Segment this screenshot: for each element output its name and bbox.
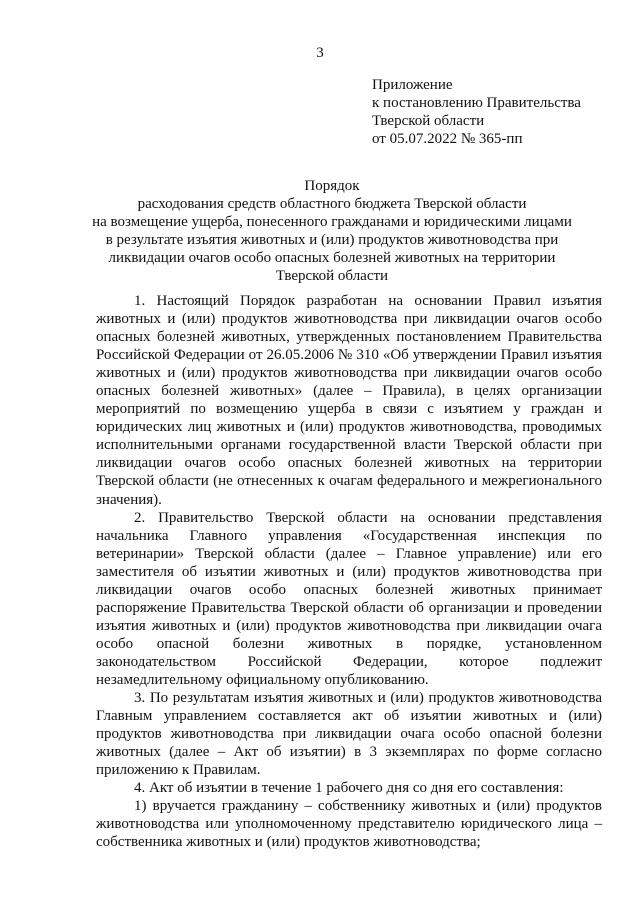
appendix-line: Тверской области [372, 113, 485, 129]
title-line: ликвидации очагов особо опасных болезней животных на территории [108, 250, 556, 266]
title-line: Порядок [304, 178, 360, 194]
page-number: 3 [316, 45, 324, 61]
appendix-line: от 05.07.2022 № 365-пп [372, 131, 523, 147]
title-line: в результате изъятия животных и (или) продуктов животноводства при [105, 232, 559, 248]
title-line: на возмещение ущерба, понесенного гражданами и юридическими лицами [92, 214, 572, 230]
paragraph-2: 2. Правительство Тверской области на основании представления начальника Главного управления «Государственная инспекция по ветеринарии» Тверской области (далее – Главное управление) или его заместителя об изъятии животных и (или) продуктов животноводства при ликвидации очагов особо опасных болезней животных принимает распоряжение Правительства Тверской области об организации и проведении изъятия животных и (или) продуктов животноводства при ликвидации очага особо опасной болезни животных в порядке, установленном законодательством Российской Федерации, которое подлежит незамедлительному официальному опубликованию. [96, 509, 602, 688]
paragraph-3: 3. По результатам изъятия животных и (или) продуктов животноводства Главным управлением составляется акт об изъятии животных и (или) продуктов животноводства при ликвидации очага особо опасной болезни животных (далее – Акт об изъятии) в 3 экземплярах по форме согласно приложению к Правилам. [96, 690, 602, 779]
paragraph-1: 1. Настоящий Порядок разработан на основании Правил изъятия животных и (или) продуктов животноводства при ликвидации очагов особо опасных болезней животных, утвержденных постановлением Правительства Российской Федерации от 26.05.2006 № 310 «Об утверждении Правил изъятия животных и (или) продуктов животноводства при ликвидации очагов особо опасных болезней животных» (далее – Правила), в целях организации мероприятий по возмещению ущерба в связи с изъятием у граждан и юридических лиц животных и (или) продуктов животноводства, проводимых исполнительными органами государственной власти Тверской области при ликвидации очагов особо опасных болезней животных на территории Тверской области (не отнесенных к очагам федерального и межрегионального значения). [96, 293, 602, 508]
appendix-block [372, 76, 581, 148]
paragraph-4: 4. Акт об изъятии в течение 1 рабочего дня со дня его составления: [134, 780, 564, 797]
title-line: Тверской области [275, 268, 389, 284]
document-title [70, 177, 594, 285]
appendix-line: к постановлению Правительства [372, 95, 581, 111]
document-body [96, 292, 602, 851]
paragraph-4-item-1: 1) вручается гражданину – собственнику животных и (или) продуктов животноводства или уполномоченному представителю юридического лица – собственника животных и (или) продуктов животноводства; [96, 798, 602, 851]
title-line: расходования средств областного бюджета Тверской области [137, 196, 527, 212]
appendix-line: Приложение [372, 77, 453, 93]
